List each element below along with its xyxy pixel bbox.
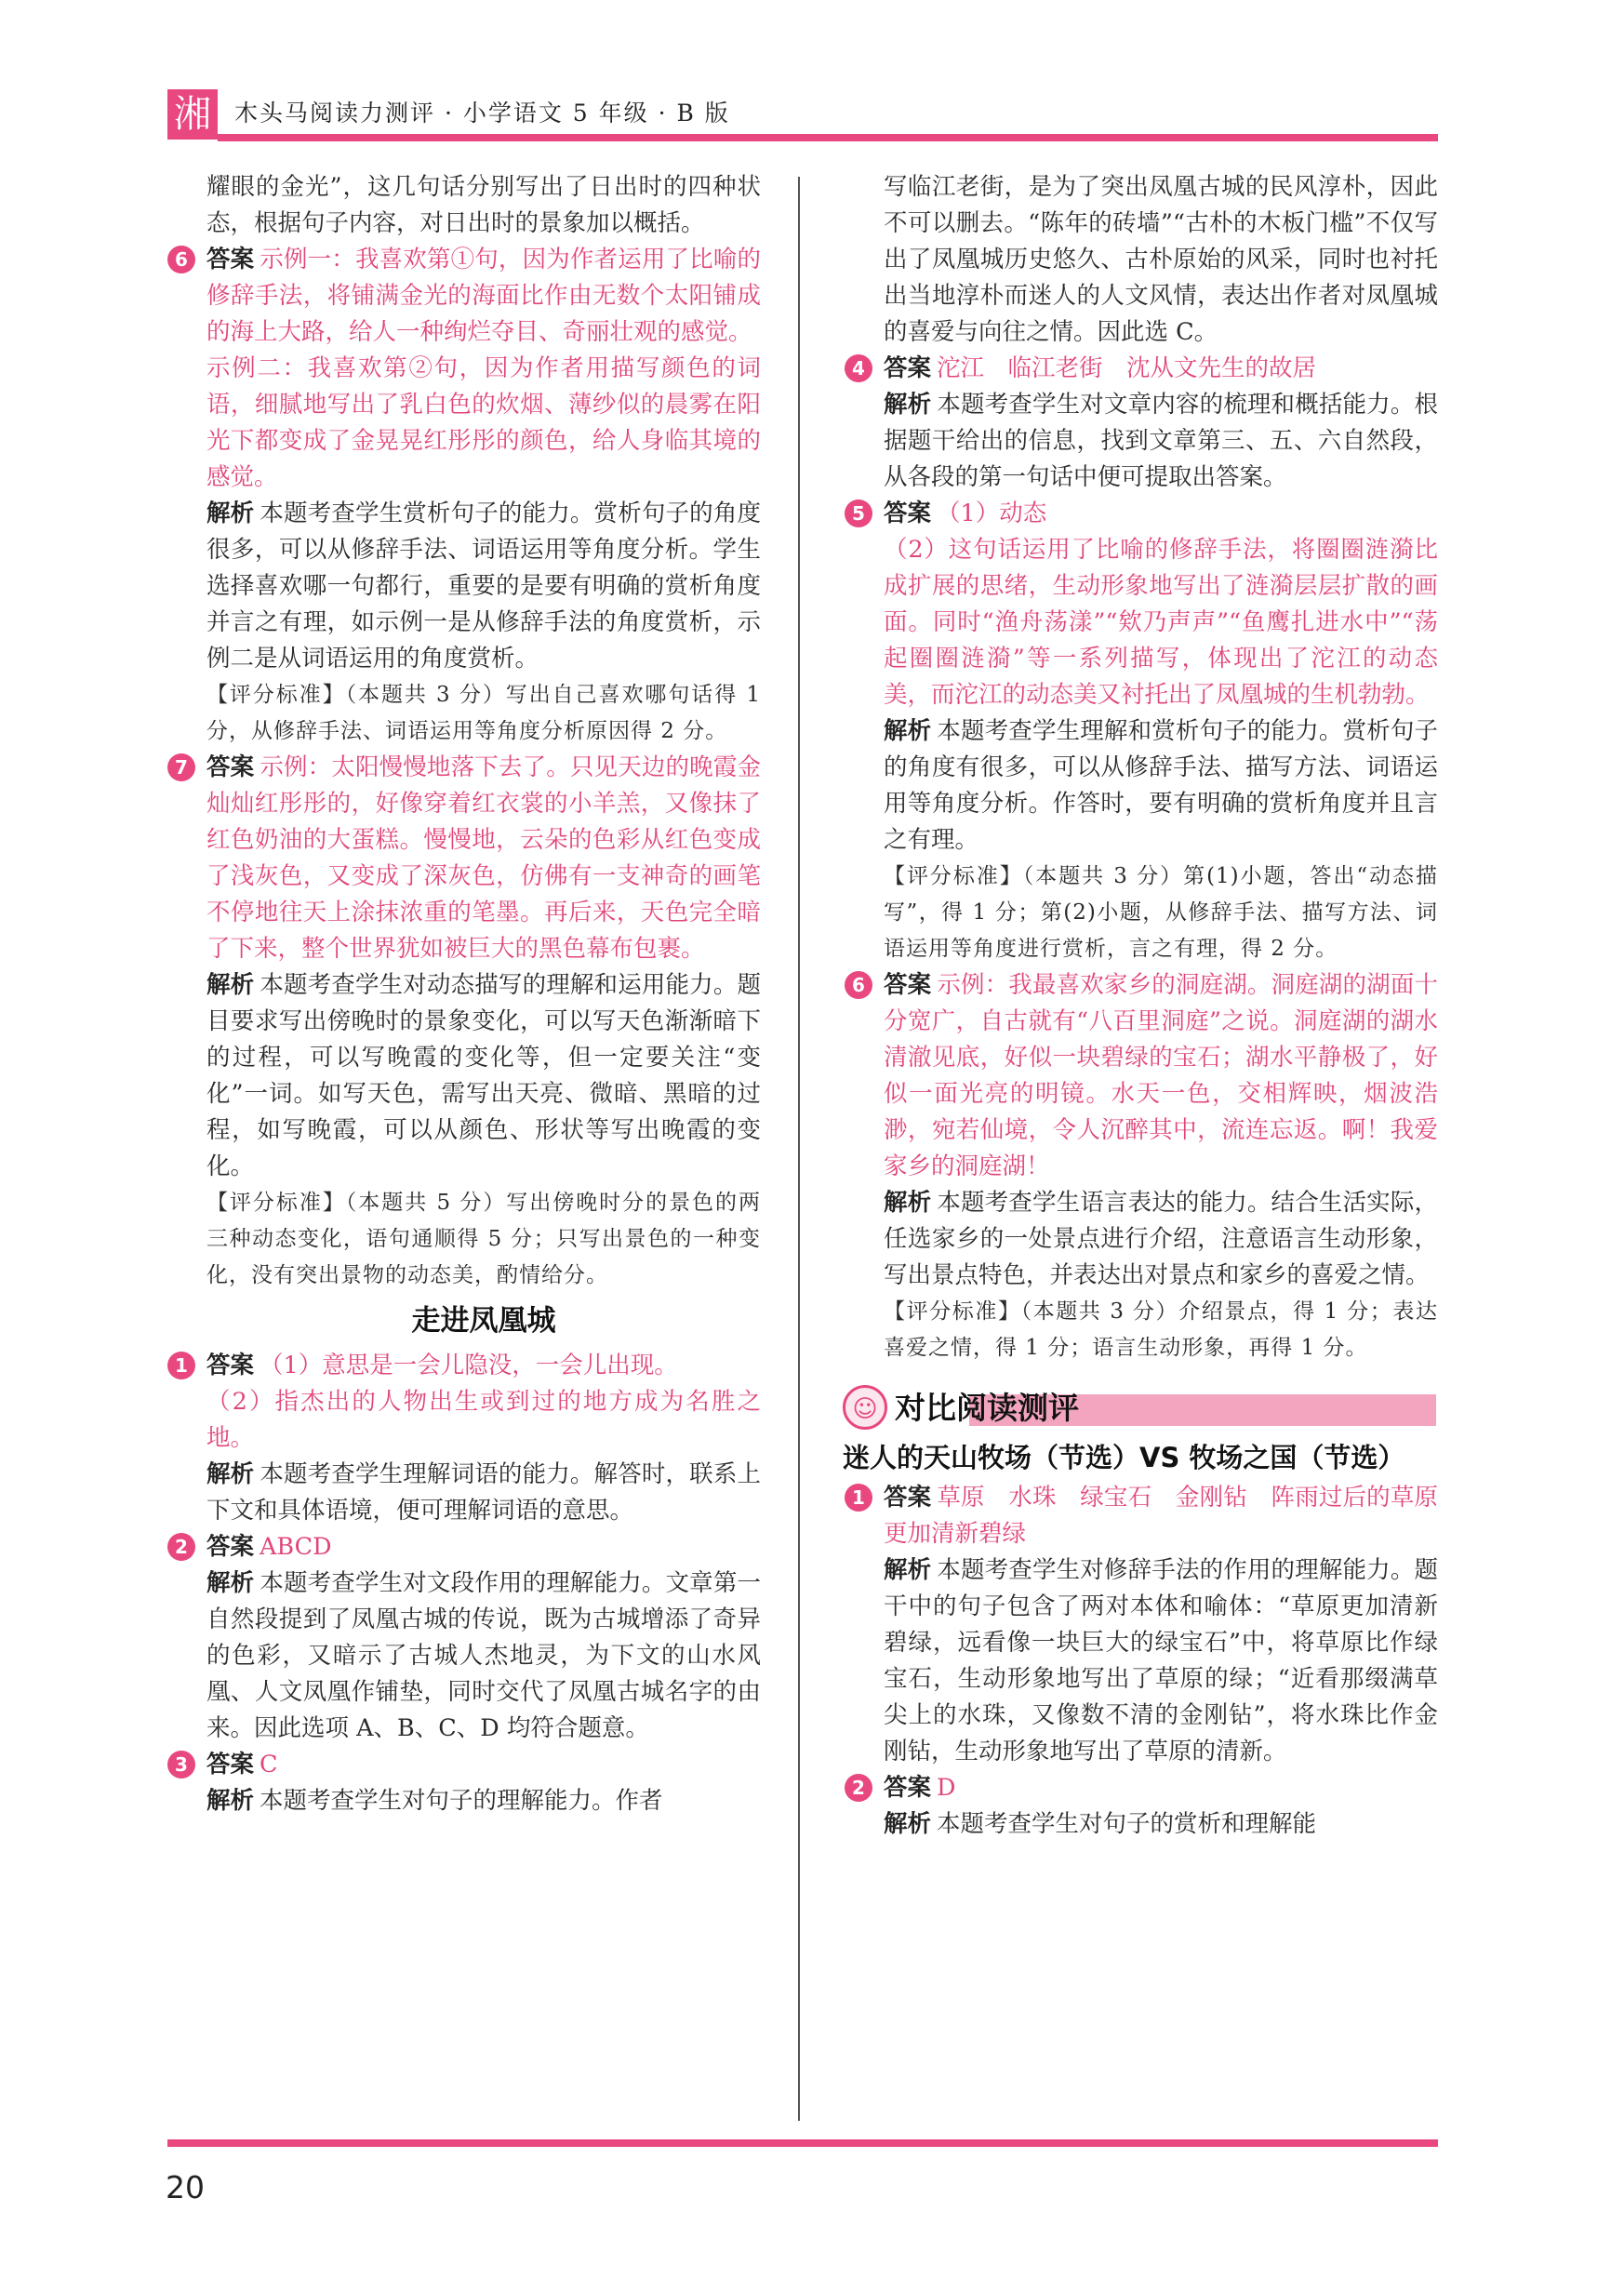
answer-text: D xyxy=(937,1774,956,1802)
question-number: 6 xyxy=(167,246,195,273)
answer-text: 草原 水珠 绿宝石 金刚钻 阵雨过后的草原更加清新碧绿 xyxy=(884,1484,1438,1548)
compare-reading-header xyxy=(852,1383,1438,1435)
question-6 xyxy=(175,242,761,750)
question-1 xyxy=(175,1348,761,1529)
answer-label: 答案 xyxy=(884,354,932,382)
answer-label: 答案 xyxy=(884,971,932,999)
answer-text: （1）动态 xyxy=(937,500,1047,527)
footer-rule xyxy=(167,2139,1438,2147)
question-6b xyxy=(852,967,1438,1366)
answer-label: 答案 xyxy=(884,1774,932,1802)
analysis-label: 解析 xyxy=(884,717,932,745)
series-logo: 湘 xyxy=(167,89,218,140)
answer-text: （1）意思是一会儿隐没，一会儿出现。 xyxy=(260,1352,678,1379)
answer-text: （2）这句话运用了比喻的修辞手法，将圈圈涟漪比成扩展的思绪，生动形象地写出了涟漪层层扩散的画面。同时“渔舟荡漾”“欸乃声声”“鱼鹰扎进水中”“荡起圈圈涟漪”等一系列描写，体现出了沱江的动态美，而沱江的动态美又衬托出了凤凰城的生机勃勃。 xyxy=(884,536,1438,709)
compare-question-1 xyxy=(852,1480,1438,1770)
left-intro: 耀眼的金光”，这几句话分别写出了日出时的四种状态，根据句子内容，对日出时的景象加以概括。 xyxy=(206,173,761,237)
compare-label: 对比阅读测评 xyxy=(895,1390,1079,1426)
analysis-text: 本题考查学生对修辞手法的作用的理解能力。题干中的句子包含了两对本体和喻体：“草原更加清新碧绿，远看像一块巨大的绿宝石”中，将草原比作绿宝石，生动形象地写出了草原的绿；“近看那缀满草尖上的水珠，又像数不清的金刚钻”，将水珠比作金刚钻，生动形象地写出了草原的清新。 xyxy=(884,1556,1438,1765)
header-title: 木头马阅读力测评 · 小学语文 5 年级 · B 版 xyxy=(234,100,730,127)
analysis-label: 解析 xyxy=(206,1787,255,1815)
analysis-text: 本题考查学生理解词语的能力。解答时，联系上下文和具体语境，便可理解词语的意思。 xyxy=(206,1460,761,1525)
answer-label: 答案 xyxy=(206,753,255,781)
analysis-label: 解析 xyxy=(884,391,932,419)
answer-label: 答案 xyxy=(884,500,932,527)
analysis-text: 本题考查学生对动态描写的理解和运用能力。题目要求写出傍晚时的景象变化，可以写天色渐渐暗下的过程，可以写晚霞的变化等，但一定要关注“变化”一词。如写天色，需写出天亮、微暗、黑暗的过程，如写晚霞，可以从颜色、形状等写出晚霞的变化。 xyxy=(206,971,761,1180)
scoring-standard: 【评分标准】（本题共 3 分）第(1)小题，答出“动态描写”，得 1 分；第(2)小题，从修辞手法、描写方法、词语运用等角度进行赏析，言之有理，得 2 分。 xyxy=(884,864,1438,961)
analysis-label: 解析 xyxy=(206,971,255,999)
analysis-text: 本题考查学生理解和赏析句子的能力。赏析句子的角度有很多，可以从修辞手法、描写方法、词语运用等角度分析。作答时，要有明确的赏析角度并且言之有理。 xyxy=(884,717,1438,854)
right-intro: 写临江老街，是为了突出凤凰古城的民风淳朴，因此不可以删去。“陈年的砖墙”“古朴的木板门槛”不仅写出了凤凰城历史悠久、古朴原始的风采，同时也衬托出当地淳朴而迷人的人文风情，表达出作者对凤凰城的喜爱与向往之情。因此选 C。 xyxy=(884,173,1438,346)
column-divider xyxy=(798,177,800,2121)
analysis-label: 解析 xyxy=(884,1189,932,1217)
scoring-standard: 【评分标准】（本题共 3 分）写出自己喜欢哪句话得 1 分，从修辞手法、词语运用等角度分析原因得 2 分。 xyxy=(206,683,761,743)
compare-subtitle: 迷人的天山牧场（节选）VS 牧场之国（节选） xyxy=(843,1442,1405,1473)
analysis-text: 本题考查学生赏析句子的能力。赏析句子的角度很多，可以从修辞手法、词语运用等角度分析。学生选择喜欢哪一句都行，重要的是要有明确的赏析角度并言之有理，如示例一是从修辞手法的角度赏析，示例二是从词语运用的角度赏析。 xyxy=(206,500,761,673)
question-4 xyxy=(852,351,1438,496)
question-7 xyxy=(175,750,761,1294)
analysis-text: 本题考查学生语言表达的能力。结合生活实际，任选家乡的一处景点进行介绍，注意语言生动形象，写出景点特色，并表达出对景点和家乡的喜爱之情。 xyxy=(884,1189,1438,1289)
analysis-label: 解析 xyxy=(206,1569,255,1597)
question-number: 1 xyxy=(845,1484,872,1512)
answer-text: 沱江 临江老街 沈从文先生的故居 xyxy=(937,354,1317,382)
question-number: 2 xyxy=(167,1533,195,1561)
question-3 xyxy=(175,1747,761,1819)
right-column xyxy=(843,169,1438,1843)
answer-label: 答案 xyxy=(884,1484,932,1512)
analysis-text: 本题考查学生对文章内容的梳理和概括能力。根据题干给出的信息，找到文章第三、五、六自然段，从各段的第一句话中便可提取出答案。 xyxy=(884,391,1438,491)
header-rule xyxy=(218,134,1438,141)
answer-text: 示例一：我喜欢第①句，因为作者运用了比喻的修辞手法，将铺满金光的海面比作由无数个太阳铺成的海上大路，给人一种绚烂夺目、奇丽壮观的感觉。 xyxy=(206,246,761,346)
question-number: 4 xyxy=(845,354,872,382)
answer-text: 示例二：我喜欢第②句，因为作者用描写颜色的词语，细腻地写出了乳白色的炊烟、薄纱似的晨雾在阳光下都变成了金晃晃红彤彤的颜色，给人身临其境的感觉。 xyxy=(206,354,761,491)
section-title: 走进凤凰城 xyxy=(411,1304,556,1338)
answer-label: 答案 xyxy=(206,1751,255,1778)
scoring-standard: 【评分标准】（本题共 5 分）写出傍晚时分的景色的两三种动态变化，语句通顺得 5 分；只写出景色的一种变化，没有突出景物的动态美，酌情给分。 xyxy=(206,1191,761,1287)
answer-text: ABCD xyxy=(260,1533,332,1561)
analysis-text: 本题考查学生对句子的理解能力。作者 xyxy=(260,1787,663,1815)
answer-text: （2）指杰出的人物出生或到过的地方成为名胜之地。 xyxy=(206,1388,761,1452)
reader-face-icon: ☺ xyxy=(843,1385,887,1430)
answer-label: 答案 xyxy=(206,1533,255,1561)
analysis-text: 本题考查学生对句子的赏析和理解能 xyxy=(937,1810,1317,1838)
analysis-text: 本题考查学生对文段作用的理解能力。文章第一自然段提到了凤凰古城的传说，既为古城增添了奇异的色彩，又暗示了古城人杰地灵，为下文的山水风凰、人文凤凰作铺垫，同时交代了凤凰古城名字的由来。因此选项 A、B、C、D 均符合题意。 xyxy=(206,1569,761,1742)
page-header xyxy=(167,89,1438,145)
compare-question-2 xyxy=(852,1770,1438,1843)
analysis-label: 解析 xyxy=(884,1556,932,1584)
answer-text: 示例：太阳慢慢地落下去了。只见天边的晚霞金灿灿红彤彤的，好像穿着红衣裳的小羊羔，又像抹了红色奶油的大蛋糕。慢慢地，云朵的色彩从红色变成了浅灰色，又变成了深灰色，仿佛有一支神奇的画笔不停地往天上涂抹浓重的笔墨。再后来，天色完全暗了下来，整个世界犹如被巨大的黑色幕布包裹。 xyxy=(206,753,761,963)
analysis-label: 解析 xyxy=(206,1460,255,1488)
question-2 xyxy=(175,1529,761,1747)
question-number: 1 xyxy=(167,1352,195,1379)
question-5 xyxy=(852,496,1438,967)
answer-label: 答案 xyxy=(206,1352,255,1379)
answer-text: C xyxy=(260,1751,278,1778)
question-number: 5 xyxy=(845,500,872,527)
question-number: 2 xyxy=(845,1774,872,1802)
scoring-standard: 【评分标准】（本题共 3 分）介绍景点，得 1 分；表达喜爱之情，得 1 分；语言生动形象，再得 1 分。 xyxy=(884,1299,1438,1360)
left-column xyxy=(175,169,761,1819)
question-number: 6 xyxy=(845,971,872,999)
analysis-label: 解析 xyxy=(206,500,255,527)
question-number: 7 xyxy=(167,753,195,781)
answer-label: 答案 xyxy=(206,246,255,273)
answer-text: 示例：我最喜欢家乡的洞庭湖。洞庭湖的湖面十分宽广，自古就有“八百里洞庭”之说。洞庭湖的湖水清澈见底，好似一块碧绿的宝石；湖水平静极了，好似一面光亮的明镜。水天一色，交相辉映，烟波浩渺，宛若仙境，令人沉醉其中，流连忘返。啊！我爱家乡的洞庭湖！ xyxy=(884,971,1438,1180)
question-number: 3 xyxy=(167,1751,195,1778)
page-number: 20 xyxy=(166,2169,205,2205)
analysis-label: 解析 xyxy=(884,1810,932,1838)
